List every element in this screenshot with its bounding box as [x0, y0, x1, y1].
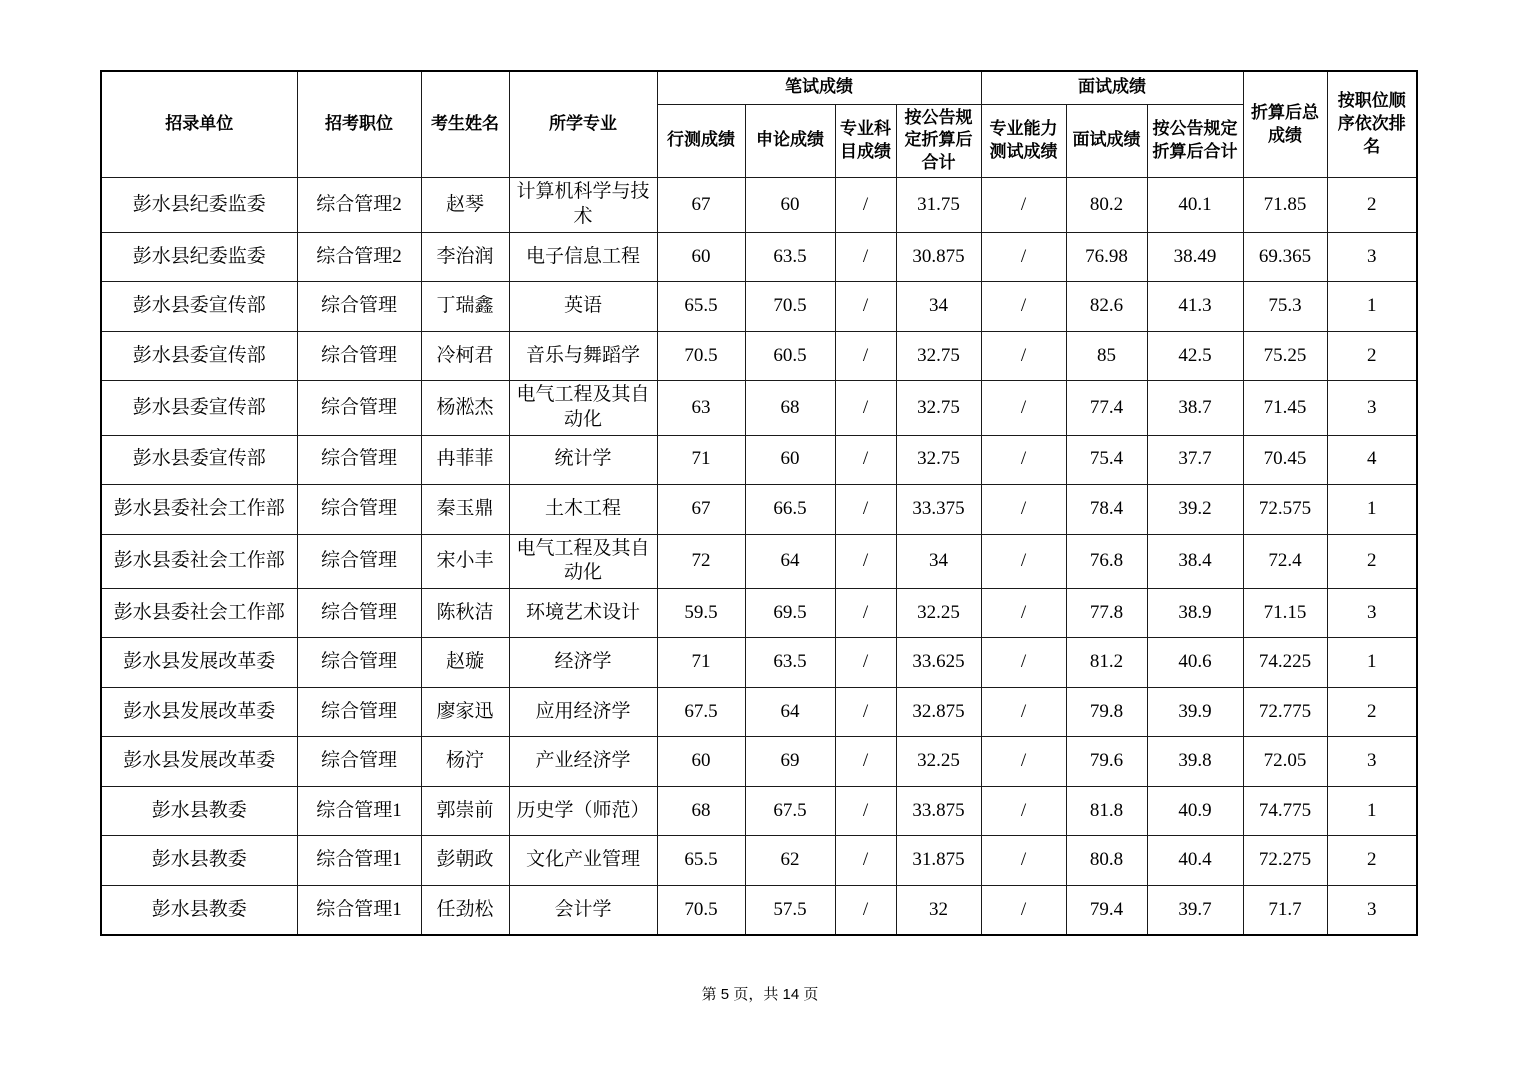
cell-unit: 彭水县教委 — [101, 885, 297, 935]
cell-interview_converted: 38.9 — [1147, 588, 1243, 638]
cell-major: 环境艺术设计 — [509, 588, 657, 638]
cell-xingce: 70.5 — [657, 885, 745, 935]
cell-total: 72.4 — [1243, 534, 1327, 588]
cell-major: 产业经济学 — [509, 737, 657, 787]
cell-rank: 4 — [1327, 435, 1417, 485]
cell-interview: 76.98 — [1066, 232, 1147, 282]
cell-ability_test: / — [981, 687, 1066, 737]
cell-major: 经济学 — [509, 638, 657, 688]
cell-interview_converted: 42.5 — [1147, 331, 1243, 381]
cell-rank: 1 — [1327, 638, 1417, 688]
header-xingce: 行测成绩 — [657, 104, 745, 178]
table-row — [101, 737, 1417, 787]
cell-subject: / — [835, 331, 896, 381]
cell-name: 廖家迅 — [421, 687, 509, 737]
cell-shenlun: 66.5 — [745, 485, 835, 535]
header-position: 招考职位 — [297, 71, 421, 178]
cell-shenlun: 69 — [745, 737, 835, 787]
cell-name: 杨淞杰 — [421, 381, 509, 435]
cell-rank: 1 — [1327, 282, 1417, 332]
cell-total: 74.775 — [1243, 786, 1327, 836]
cell-name: 李治润 — [421, 232, 509, 282]
cell-ability_test: / — [981, 786, 1066, 836]
cell-name: 宋小丰 — [421, 534, 509, 588]
cell-interview: 77.4 — [1066, 381, 1147, 435]
cell-name: 彭朝政 — [421, 836, 509, 886]
cell-xingce: 65.5 — [657, 836, 745, 886]
cell-xingce: 70.5 — [657, 331, 745, 381]
cell-interview_converted: 39.7 — [1147, 885, 1243, 935]
cell-ability_test: / — [981, 885, 1066, 935]
cell-position: 综合管理2 — [297, 232, 421, 282]
cell-interview_converted: 40.9 — [1147, 786, 1243, 836]
cell-written_converted: 32.75 — [896, 381, 981, 435]
cell-xingce: 67 — [657, 178, 745, 232]
cell-interview: 85 — [1066, 331, 1147, 381]
cell-shenlun: 60 — [745, 178, 835, 232]
cell-interview_converted: 39.9 — [1147, 687, 1243, 737]
header-written-converted: 按公告规定折算后合计 — [896, 104, 981, 178]
cell-position: 综合管理 — [297, 435, 421, 485]
cell-xingce: 68 — [657, 786, 745, 836]
cell-ability_test: / — [981, 836, 1066, 886]
cell-rank: 2 — [1327, 178, 1417, 232]
cell-shenlun: 60.5 — [745, 331, 835, 381]
cell-major: 电子信息工程 — [509, 232, 657, 282]
table-row — [101, 885, 1417, 935]
cell-rank: 1 — [1327, 485, 1417, 535]
cell-xingce: 59.5 — [657, 588, 745, 638]
cell-interview: 76.8 — [1066, 534, 1147, 588]
cell-total: 75.25 — [1243, 331, 1327, 381]
cell-written_converted: 34 — [896, 282, 981, 332]
header-written-group: 笔试成绩 — [657, 71, 981, 104]
header-major: 所学专业 — [509, 71, 657, 178]
cell-major: 电气工程及其自动化 — [509, 534, 657, 588]
table-row — [101, 687, 1417, 737]
cell-unit: 彭水县委社会工作部 — [101, 588, 297, 638]
cell-position: 综合管理 — [297, 638, 421, 688]
cell-position: 综合管理 — [297, 282, 421, 332]
cell-interview: 75.4 — [1066, 435, 1147, 485]
cell-interview: 82.6 — [1066, 282, 1147, 332]
cell-written_converted: 32.25 — [896, 737, 981, 787]
header-unit: 招录单位 — [101, 71, 297, 178]
results-table — [100, 70, 1418, 936]
cell-major: 电气工程及其自动化 — [509, 381, 657, 435]
cell-shenlun: 63.5 — [745, 232, 835, 282]
cell-written_converted: 31.75 — [896, 178, 981, 232]
cell-ability_test: / — [981, 381, 1066, 435]
cell-unit: 彭水县委宣传部 — [101, 435, 297, 485]
cell-written_converted: 32.75 — [896, 331, 981, 381]
cell-unit: 彭水县教委 — [101, 836, 297, 886]
cell-rank: 3 — [1327, 381, 1417, 435]
cell-total: 71.15 — [1243, 588, 1327, 638]
cell-position: 综合管理1 — [297, 786, 421, 836]
cell-xingce: 60 — [657, 232, 745, 282]
cell-subject: / — [835, 638, 896, 688]
cell-rank: 3 — [1327, 588, 1417, 638]
cell-subject: / — [835, 381, 896, 435]
cell-major: 历史学（师范） — [509, 786, 657, 836]
cell-shenlun: 64 — [745, 534, 835, 588]
table-body — [101, 178, 1417, 935]
cell-total: 72.575 — [1243, 485, 1327, 535]
cell-major: 计算机科学与技术 — [509, 178, 657, 232]
cell-subject: / — [835, 836, 896, 886]
cell-ability_test: / — [981, 534, 1066, 588]
cell-subject: / — [835, 687, 896, 737]
cell-total: 72.775 — [1243, 687, 1327, 737]
cell-written_converted: 32 — [896, 885, 981, 935]
cell-xingce: 63 — [657, 381, 745, 435]
header-group-row — [101, 71, 1417, 104]
cell-shenlun: 68 — [745, 381, 835, 435]
cell-shenlun: 57.5 — [745, 885, 835, 935]
cell-interview_converted: 38.4 — [1147, 534, 1243, 588]
header-interview-group: 面试成绩 — [981, 71, 1243, 104]
cell-written_converted: 33.375 — [896, 485, 981, 535]
table-row — [101, 786, 1417, 836]
cell-ability_test: / — [981, 178, 1066, 232]
cell-interview: 81.8 — [1066, 786, 1147, 836]
cell-shenlun: 64 — [745, 687, 835, 737]
cell-ability_test: / — [981, 737, 1066, 787]
cell-position: 综合管理 — [297, 588, 421, 638]
cell-interview: 77.8 — [1066, 588, 1147, 638]
cell-rank: 2 — [1327, 331, 1417, 381]
cell-subject: / — [835, 435, 896, 485]
cell-written_converted: 31.875 — [896, 836, 981, 886]
cell-xingce: 72 — [657, 534, 745, 588]
cell-xingce: 71 — [657, 638, 745, 688]
cell-subject: / — [835, 232, 896, 282]
cell-rank: 3 — [1327, 232, 1417, 282]
table-row — [101, 638, 1417, 688]
cell-unit: 彭水县纪委监委 — [101, 232, 297, 282]
cell-interview: 79.6 — [1066, 737, 1147, 787]
table-row — [101, 435, 1417, 485]
table-row — [101, 331, 1417, 381]
cell-unit: 彭水县教委 — [101, 786, 297, 836]
cell-interview_converted: 40.1 — [1147, 178, 1243, 232]
header-candidate-name: 考生姓名 — [421, 71, 509, 178]
table-row — [101, 836, 1417, 886]
cell-xingce: 65.5 — [657, 282, 745, 332]
table-row — [101, 381, 1417, 435]
cell-ability_test: / — [981, 331, 1066, 381]
cell-position: 综合管理1 — [297, 836, 421, 886]
cell-interview: 79.4 — [1066, 885, 1147, 935]
header-subject-score: 专业科目成绩 — [835, 104, 896, 178]
cell-rank: 3 — [1327, 737, 1417, 787]
cell-name: 秦玉鼎 — [421, 485, 509, 535]
cell-written_converted: 30.875 — [896, 232, 981, 282]
cell-rank: 2 — [1327, 836, 1417, 886]
cell-name: 任劲松 — [421, 885, 509, 935]
cell-subject: / — [835, 588, 896, 638]
cell-name: 郭崇前 — [421, 786, 509, 836]
cell-total: 75.3 — [1243, 282, 1327, 332]
cell-shenlun: 69.5 — [745, 588, 835, 638]
cell-name: 陈秋洁 — [421, 588, 509, 638]
cell-position: 综合管理 — [297, 534, 421, 588]
table-row — [101, 282, 1417, 332]
cell-written_converted: 32.25 — [896, 588, 981, 638]
cell-position: 综合管理 — [297, 381, 421, 435]
cell-unit: 彭水县委宣传部 — [101, 381, 297, 435]
cell-unit: 彭水县委宣传部 — [101, 282, 297, 332]
cell-rank: 3 — [1327, 885, 1417, 935]
cell-subject: / — [835, 485, 896, 535]
cell-position: 综合管理 — [297, 331, 421, 381]
cell-shenlun: 67.5 — [745, 786, 835, 836]
cell-total: 71.45 — [1243, 381, 1327, 435]
cell-unit: 彭水县委宣传部 — [101, 331, 297, 381]
cell-unit: 彭水县发展改革委 — [101, 737, 297, 787]
cell-interview_converted: 40.6 — [1147, 638, 1243, 688]
table-row — [101, 534, 1417, 588]
page-number-footer: 第 5 页，共 14 页 — [701, 986, 819, 1003]
cell-unit: 彭水县委社会工作部 — [101, 485, 297, 535]
cell-xingce: 71 — [657, 435, 745, 485]
cell-interview_converted: 39.8 — [1147, 737, 1243, 787]
header-interview-score: 面试成绩 — [1066, 104, 1147, 178]
cell-total: 74.225 — [1243, 638, 1327, 688]
cell-ability_test: / — [981, 232, 1066, 282]
cell-ability_test: / — [981, 588, 1066, 638]
cell-subject: / — [835, 534, 896, 588]
header-total-converted: 折算后总成绩 — [1243, 71, 1327, 178]
cell-rank: 2 — [1327, 687, 1417, 737]
cell-interview_converted: 39.2 — [1147, 485, 1243, 535]
cell-subject: / — [835, 178, 896, 232]
cell-interview: 80.2 — [1066, 178, 1147, 232]
cell-subject: / — [835, 786, 896, 836]
table-row — [101, 588, 1417, 638]
header-ability-test: 专业能力测试成绩 — [981, 104, 1066, 178]
cell-shenlun: 70.5 — [745, 282, 835, 332]
table-row — [101, 178, 1417, 232]
cell-name: 赵璇 — [421, 638, 509, 688]
cell-major: 文化产业管理 — [509, 836, 657, 886]
cell-total: 70.45 — [1243, 435, 1327, 485]
cell-interview_converted: 41.3 — [1147, 282, 1243, 332]
cell-position: 综合管理 — [297, 687, 421, 737]
cell-unit: 彭水县委社会工作部 — [101, 534, 297, 588]
table-header — [101, 71, 1417, 178]
cell-interview_converted: 38.7 — [1147, 381, 1243, 435]
cell-shenlun: 62 — [745, 836, 835, 886]
cell-written_converted: 33.875 — [896, 786, 981, 836]
cell-total: 69.365 — [1243, 232, 1327, 282]
cell-subject: / — [835, 737, 896, 787]
table-row — [101, 485, 1417, 535]
cell-major: 土木工程 — [509, 485, 657, 535]
cell-total: 72.05 — [1243, 737, 1327, 787]
cell-rank: 2 — [1327, 534, 1417, 588]
header-rank: 按职位顺序依次排名 — [1327, 71, 1417, 178]
cell-position: 综合管理1 — [297, 885, 421, 935]
cell-interview_converted: 37.7 — [1147, 435, 1243, 485]
cell-major: 英语 — [509, 282, 657, 332]
cell-major: 统计学 — [509, 435, 657, 485]
cell-ability_test: / — [981, 485, 1066, 535]
cell-interview: 81.2 — [1066, 638, 1147, 688]
cell-major: 音乐与舞蹈学 — [509, 331, 657, 381]
cell-name: 赵琴 — [421, 178, 509, 232]
cell-name: 杨泞 — [421, 737, 509, 787]
cell-total: 71.85 — [1243, 178, 1327, 232]
cell-unit: 彭水县发展改革委 — [101, 687, 297, 737]
cell-ability_test: / — [981, 435, 1066, 485]
cell-written_converted: 32.75 — [896, 435, 981, 485]
cell-position: 综合管理2 — [297, 178, 421, 232]
cell-unit: 彭水县纪委监委 — [101, 178, 297, 232]
cell-position: 综合管理 — [297, 737, 421, 787]
cell-name: 冷柯君 — [421, 331, 509, 381]
cell-xingce: 67.5 — [657, 687, 745, 737]
cell-written_converted: 32.875 — [896, 687, 981, 737]
cell-name: 冉菲菲 — [421, 435, 509, 485]
cell-major: 会计学 — [509, 885, 657, 935]
cell-ability_test: / — [981, 282, 1066, 332]
cell-interview_converted: 38.49 — [1147, 232, 1243, 282]
cell-name: 丁瑞鑫 — [421, 282, 509, 332]
cell-subject: / — [835, 282, 896, 332]
cell-interview: 78.4 — [1066, 485, 1147, 535]
header-shenlun: 申论成绩 — [745, 104, 835, 178]
cell-total: 71.7 — [1243, 885, 1327, 935]
cell-xingce: 60 — [657, 737, 745, 787]
cell-unit: 彭水县发展改革委 — [101, 638, 297, 688]
cell-xingce: 67 — [657, 485, 745, 535]
cell-total: 72.275 — [1243, 836, 1327, 886]
cell-position: 综合管理 — [297, 485, 421, 535]
cell-interview: 80.8 — [1066, 836, 1147, 886]
cell-subject: / — [835, 885, 896, 935]
cell-interview_converted: 40.4 — [1147, 836, 1243, 886]
cell-ability_test: / — [981, 638, 1066, 688]
header-interview-converted: 按公告规定折算后合计 — [1147, 104, 1243, 178]
cell-shenlun: 60 — [745, 435, 835, 485]
cell-major: 应用经济学 — [509, 687, 657, 737]
cell-written_converted: 34 — [896, 534, 981, 588]
cell-interview: 79.8 — [1066, 687, 1147, 737]
cell-rank: 1 — [1327, 786, 1417, 836]
cell-shenlun: 63.5 — [745, 638, 835, 688]
table-row — [101, 232, 1417, 282]
cell-written_converted: 33.625 — [896, 638, 981, 688]
